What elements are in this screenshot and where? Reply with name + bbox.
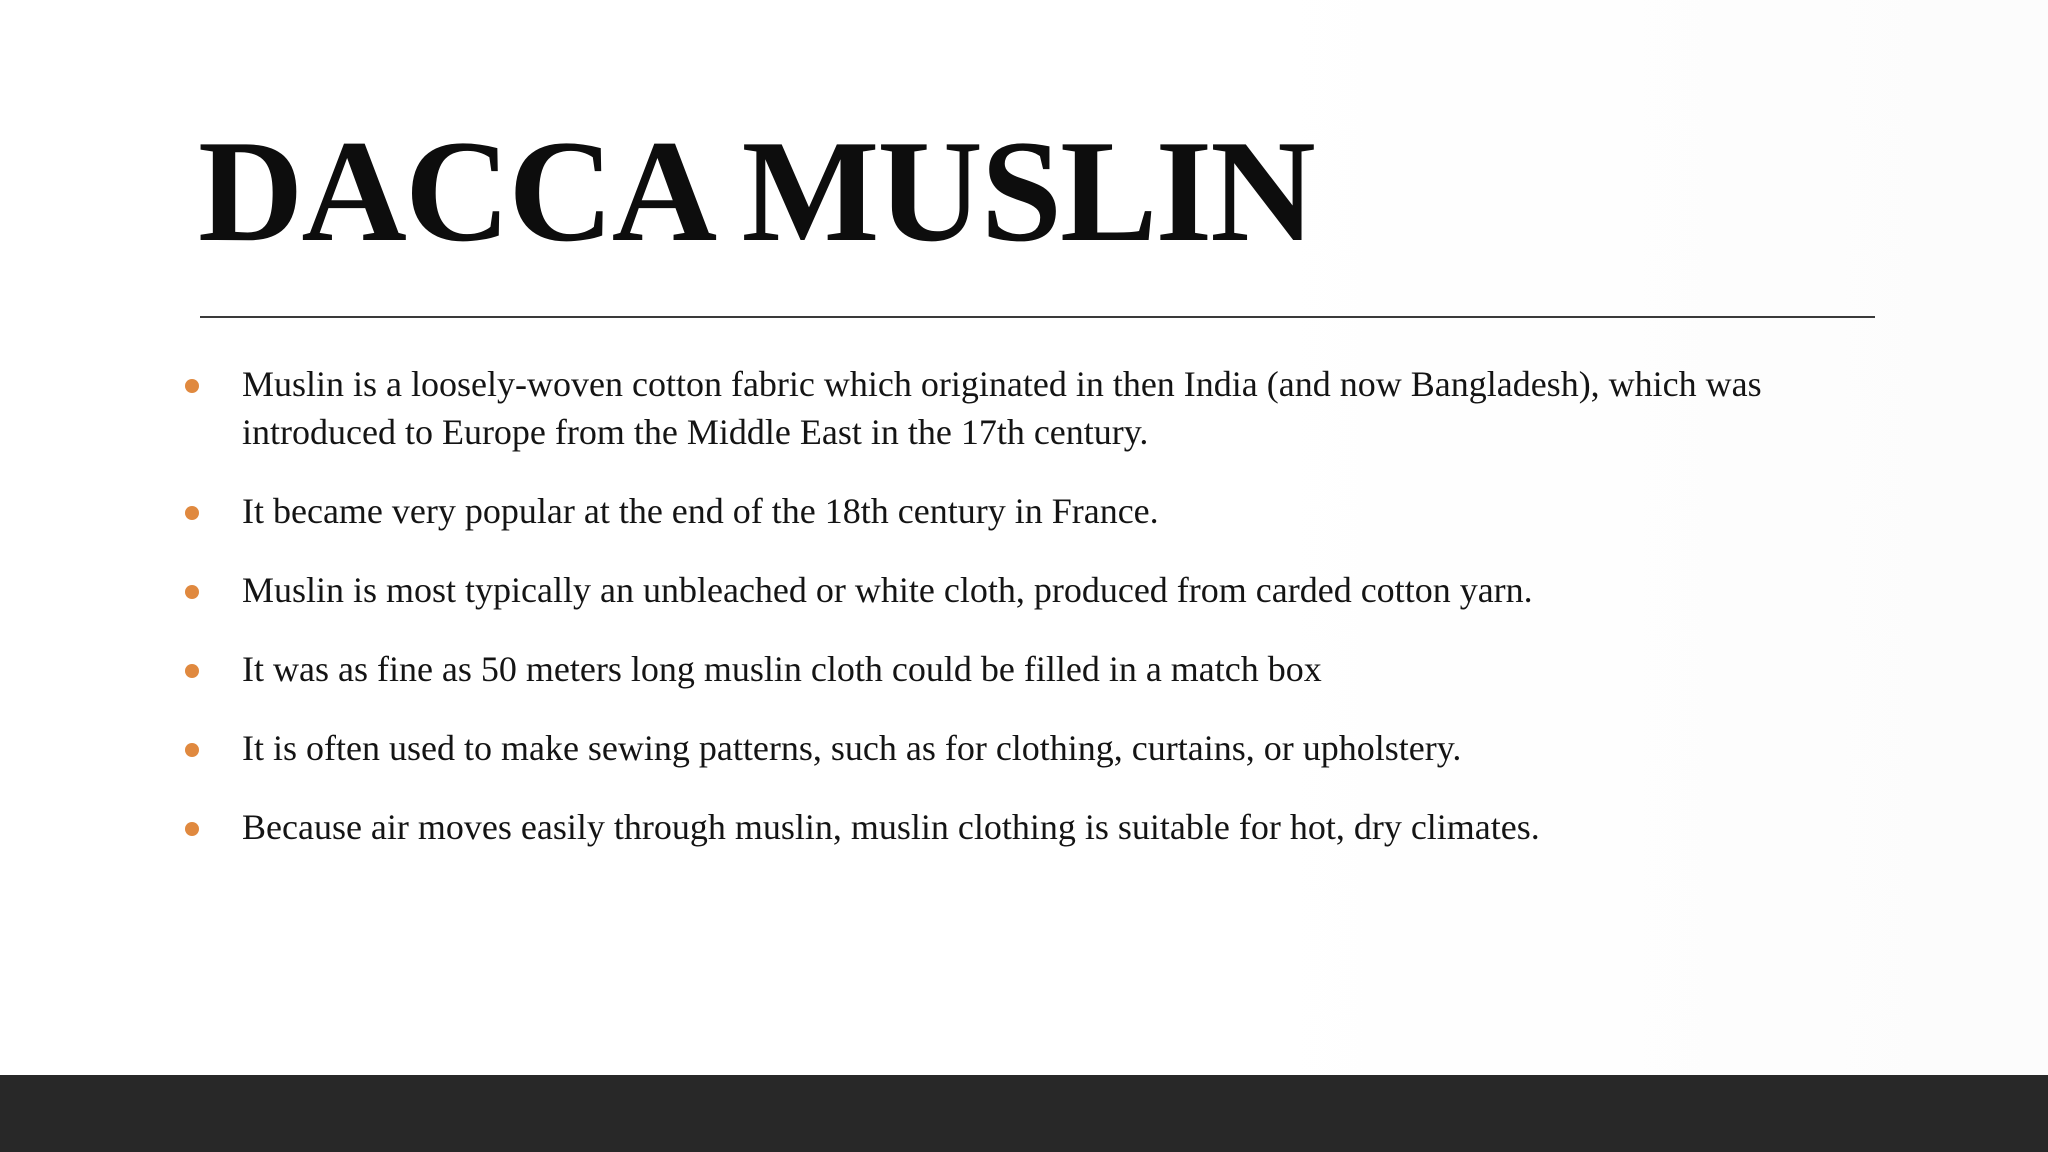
title-divider xyxy=(200,316,1875,318)
bullet-dot-icon xyxy=(185,822,199,836)
bullet-text: It was as fine as 50 meters long muslin cloth could be filled in a match box xyxy=(242,649,1322,689)
bullet-dot-icon xyxy=(185,585,199,599)
bullet-item xyxy=(0,566,2048,614)
bullet-item xyxy=(0,803,2048,851)
bullet-text: Muslin is most typically an unbleached or white cloth, produced from carded cotton yarn. xyxy=(242,570,1533,610)
bullet-item xyxy=(0,487,2048,535)
slide-title: DACCA MUSLIN xyxy=(198,110,1314,272)
bullet-item xyxy=(0,360,2048,456)
bullet-dot-icon xyxy=(185,743,199,757)
bullet-dot-icon xyxy=(185,379,199,393)
bullet-item xyxy=(0,724,2048,772)
bullet-list xyxy=(0,360,2048,882)
bullet-item xyxy=(0,645,2048,693)
bullet-text: Because air moves easily through muslin, muslin clothing is suitable for hot, dry climates. xyxy=(242,807,1540,847)
bullet-text: It is often used to make sewing patterns, such as for clothing, curtains, or upholstery. xyxy=(242,728,1462,768)
bullet-dot-icon xyxy=(185,506,199,520)
bullet-dot-icon xyxy=(185,664,199,678)
footer-bar xyxy=(0,1075,2048,1152)
bullet-text: Muslin is a loosely-woven cotton fabric which originated in then India (and now Bangladesh), which was introduced to Europe from the Middle East in the 17th century. xyxy=(242,364,1762,452)
bullet-text: It became very popular at the end of the 18th century in France. xyxy=(242,491,1159,531)
